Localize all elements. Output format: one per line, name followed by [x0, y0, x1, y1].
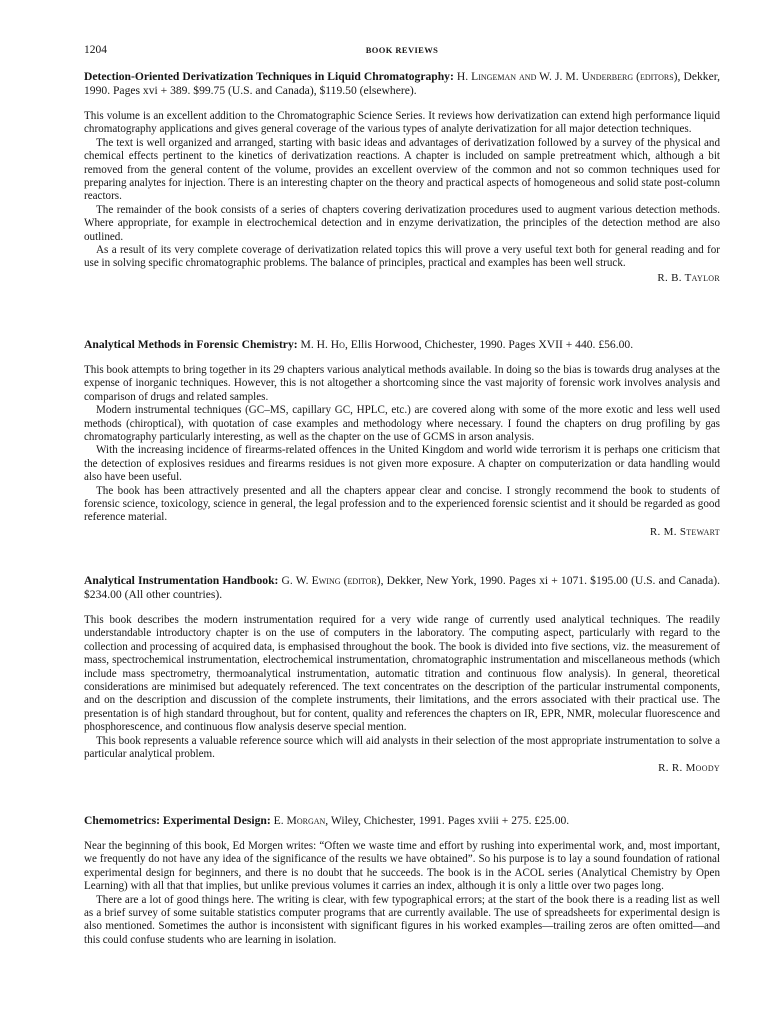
review-paragraph: As a result of its very complete coverage of derivatization related topics this will prove a very useful text both for general reading and for use in solving specific chromatographic problems. The balance of principles, practical and examples has been well struck. [84, 244, 720, 270]
review-body [84, 840, 720, 947]
book-publication: Wiley, Chichester, 1991. Pages xviii + 275. £25.00. [330, 814, 570, 827]
review-paragraph: There are a lot of good things here. The writing is clear, with few typographical errors; at the start of the book there is a reading list as well as a brief survey of some suitable statistics computer programs that are currently available. The use of spreadsheets for experimental design is also mentioned. Sometimes the author is inconsistent with significant figures in his worked examples—trailing zeros are often omitted—and this could confuse students who are learning in isolation. [84, 893, 720, 946]
running-head: BOOK REVIEWS [365, 45, 439, 55]
review-citation [84, 814, 720, 828]
review-body [84, 110, 720, 271]
review-paragraph: The book has been attractively presented and all the chapters appear clear and concise. I strongly recommend the book to students of forensic science, toxicology, science in general, the legal profession and to the experienced forensic scientist and it should be regarded as good reference material. [84, 484, 720, 524]
review-paragraph: This book represents a valuable reference source which will aid analysts in their selection of the most appropriate instrumentation to solve a particular analytical problem. [84, 734, 720, 761]
review-citation [84, 574, 720, 602]
book-authors: E. Morgan, [273, 814, 329, 827]
review-paragraph: Near the beginning of this book, Ed Morgen writes: “Often we waste time and effort by rushing into experimental work, and, most important, we frequently do not have any idea of the significance of the results we have obtained”. So his purpose is to lay a sound foundation of rational experimental design for beginners, and there is no doubt that he succeeds. The book is in the ACOL series (Analytical Chemistry by Open Learning) with all that that implies, but unlike previous volumes it carries an index, although it is only a little over two pages long. [84, 840, 720, 893]
review-body [84, 614, 720, 761]
review-body [84, 364, 720, 525]
page-header [84, 44, 720, 60]
book-title: Analytical Instrumentation Handbook: [84, 574, 279, 587]
reviewer-name: R. M. Stewart [649, 525, 720, 538]
book-authors: M. H. Ho, [300, 338, 348, 351]
review-citation [84, 338, 720, 352]
book-publication: Ellis Horwood, Chichester, 1990. Pages XVII + 440. £56.00. [350, 338, 634, 351]
book-title: Detection-Oriented Derivatization Techniques in Liquid Chromatography: [84, 70, 454, 83]
book-authors: G. W. Ewing (editor), [281, 574, 384, 587]
reviewer-name: R. R. Moody [658, 762, 720, 775]
book-publication: Dekker, New York, 1990. Pages xi + 1071. $195.00 (U.S. and Canada). $234.00 (All other countries). [84, 574, 720, 601]
page-number: 1204 [84, 44, 107, 56]
review-citation [84, 70, 720, 98]
review-paragraph: This book attempts to bring together in its 29 chapters various analytical methods available. In doing so the bias is towards drug analyses at the expense of inorganic techniques. However, this is not altogether a shortcoming since the vast majority of forensic work involves analysis and comparison of drugs and related samples. [84, 364, 720, 403]
review-paragraph: Modern instrumental techniques (GC–MS, capillary GC, HPLC, etc.) are covered along with some of the more exotic and less well used methods (chiroptical), with quotation of case examples and methodology where necessary. I found the chapters on drug profiling by gas chromatography particularly interesting, as well as the chapter on the use of GCMS in arson analysis. [84, 404, 720, 444]
review-3 [84, 574, 720, 774]
review-paragraph: This volume is an excellent addition to the Chromatographic Science Series. It reviews how derivatization can extend high performance liquid chromatography applications and gives general coverage of the various types of analyte derivatization for all major detection techniques. [84, 110, 720, 136]
book-title: Chemometrics: Experimental Design: [84, 814, 271, 827]
review-4 [84, 814, 720, 947]
book-authors: H. Lingeman and W. J. M. Underberg (editors), [456, 70, 681, 83]
review-paragraph: With the increasing incidence of firearms-related offences in the United Kingdom and world wide terrorism it is perhaps one criticism that the detection of explosives residues and firearms residues is not given more exposure. A chapter on computerization or data handling would also have been useful. [84, 444, 720, 484]
review-2 [84, 338, 720, 538]
review-paragraph: The text is well organized and arranged, starting with basic ideas and advantages of derivatization followed by a survey of the physical and chemical effects pertinent to the kinetics of derivatization reactions. A chapter is included on sample pretreatment which, although a bit removed from the general content of the volume, provides an excellent overview of the common and not so common techniques used for preparing analytes for injection. There is an interesting chapter on the theory and practical aspects of homogeneous and solid state post-column reactors. [84, 136, 720, 203]
review-paragraph: The remainder of the book consists of a series of chapters covering derivatization procedures used to augment various detection methods. Where appropriate, for example in electrochemical detection and in enzyme derivatization, the principles of the detection method are also outlined. [84, 203, 720, 243]
book-title: Analytical Methods in Forensic Chemistry: [84, 338, 298, 351]
book-publication: Dekker, 1990. Pages xvi + 389. $99.75 (U.S. and Canada), $119.50 (elsewhere). [84, 70, 721, 97]
review-1 [84, 70, 720, 284]
review-paragraph: This book describes the modern instrumentation required for a very wide range of currently used analytical techniques. The readily understandable introductory chapter is on the use of computers in the laboratory. The computing aspect, particularly with regard to the collection and processing of acquired data, is emphasised throughout the book. The book is divided into five sections, viz. the measurement of mass, spectrochemical instrumentation, electrochemical instrumentation, chromatographic instrumentation and miscellaneous methods (which include mass spectrometry, thermoanalytical instrumentation, automatic titration and continuous flow analysis). In general, theoretical considerations are minimised but adequately referenced. The text concentrates on the description of the particular instrumental components, and on the description and discussion of the complete instruments, their limitations, and the errors associated with their practical use. The presentation is of high standard throughout, but for content, quality and references the chapters on IR, EPR, NMR, molecular fluorescence and phosphorescence, and continuous flow analysis deserve special mention. [84, 614, 720, 734]
reviewer-name: R. B. Taylor [657, 271, 720, 284]
